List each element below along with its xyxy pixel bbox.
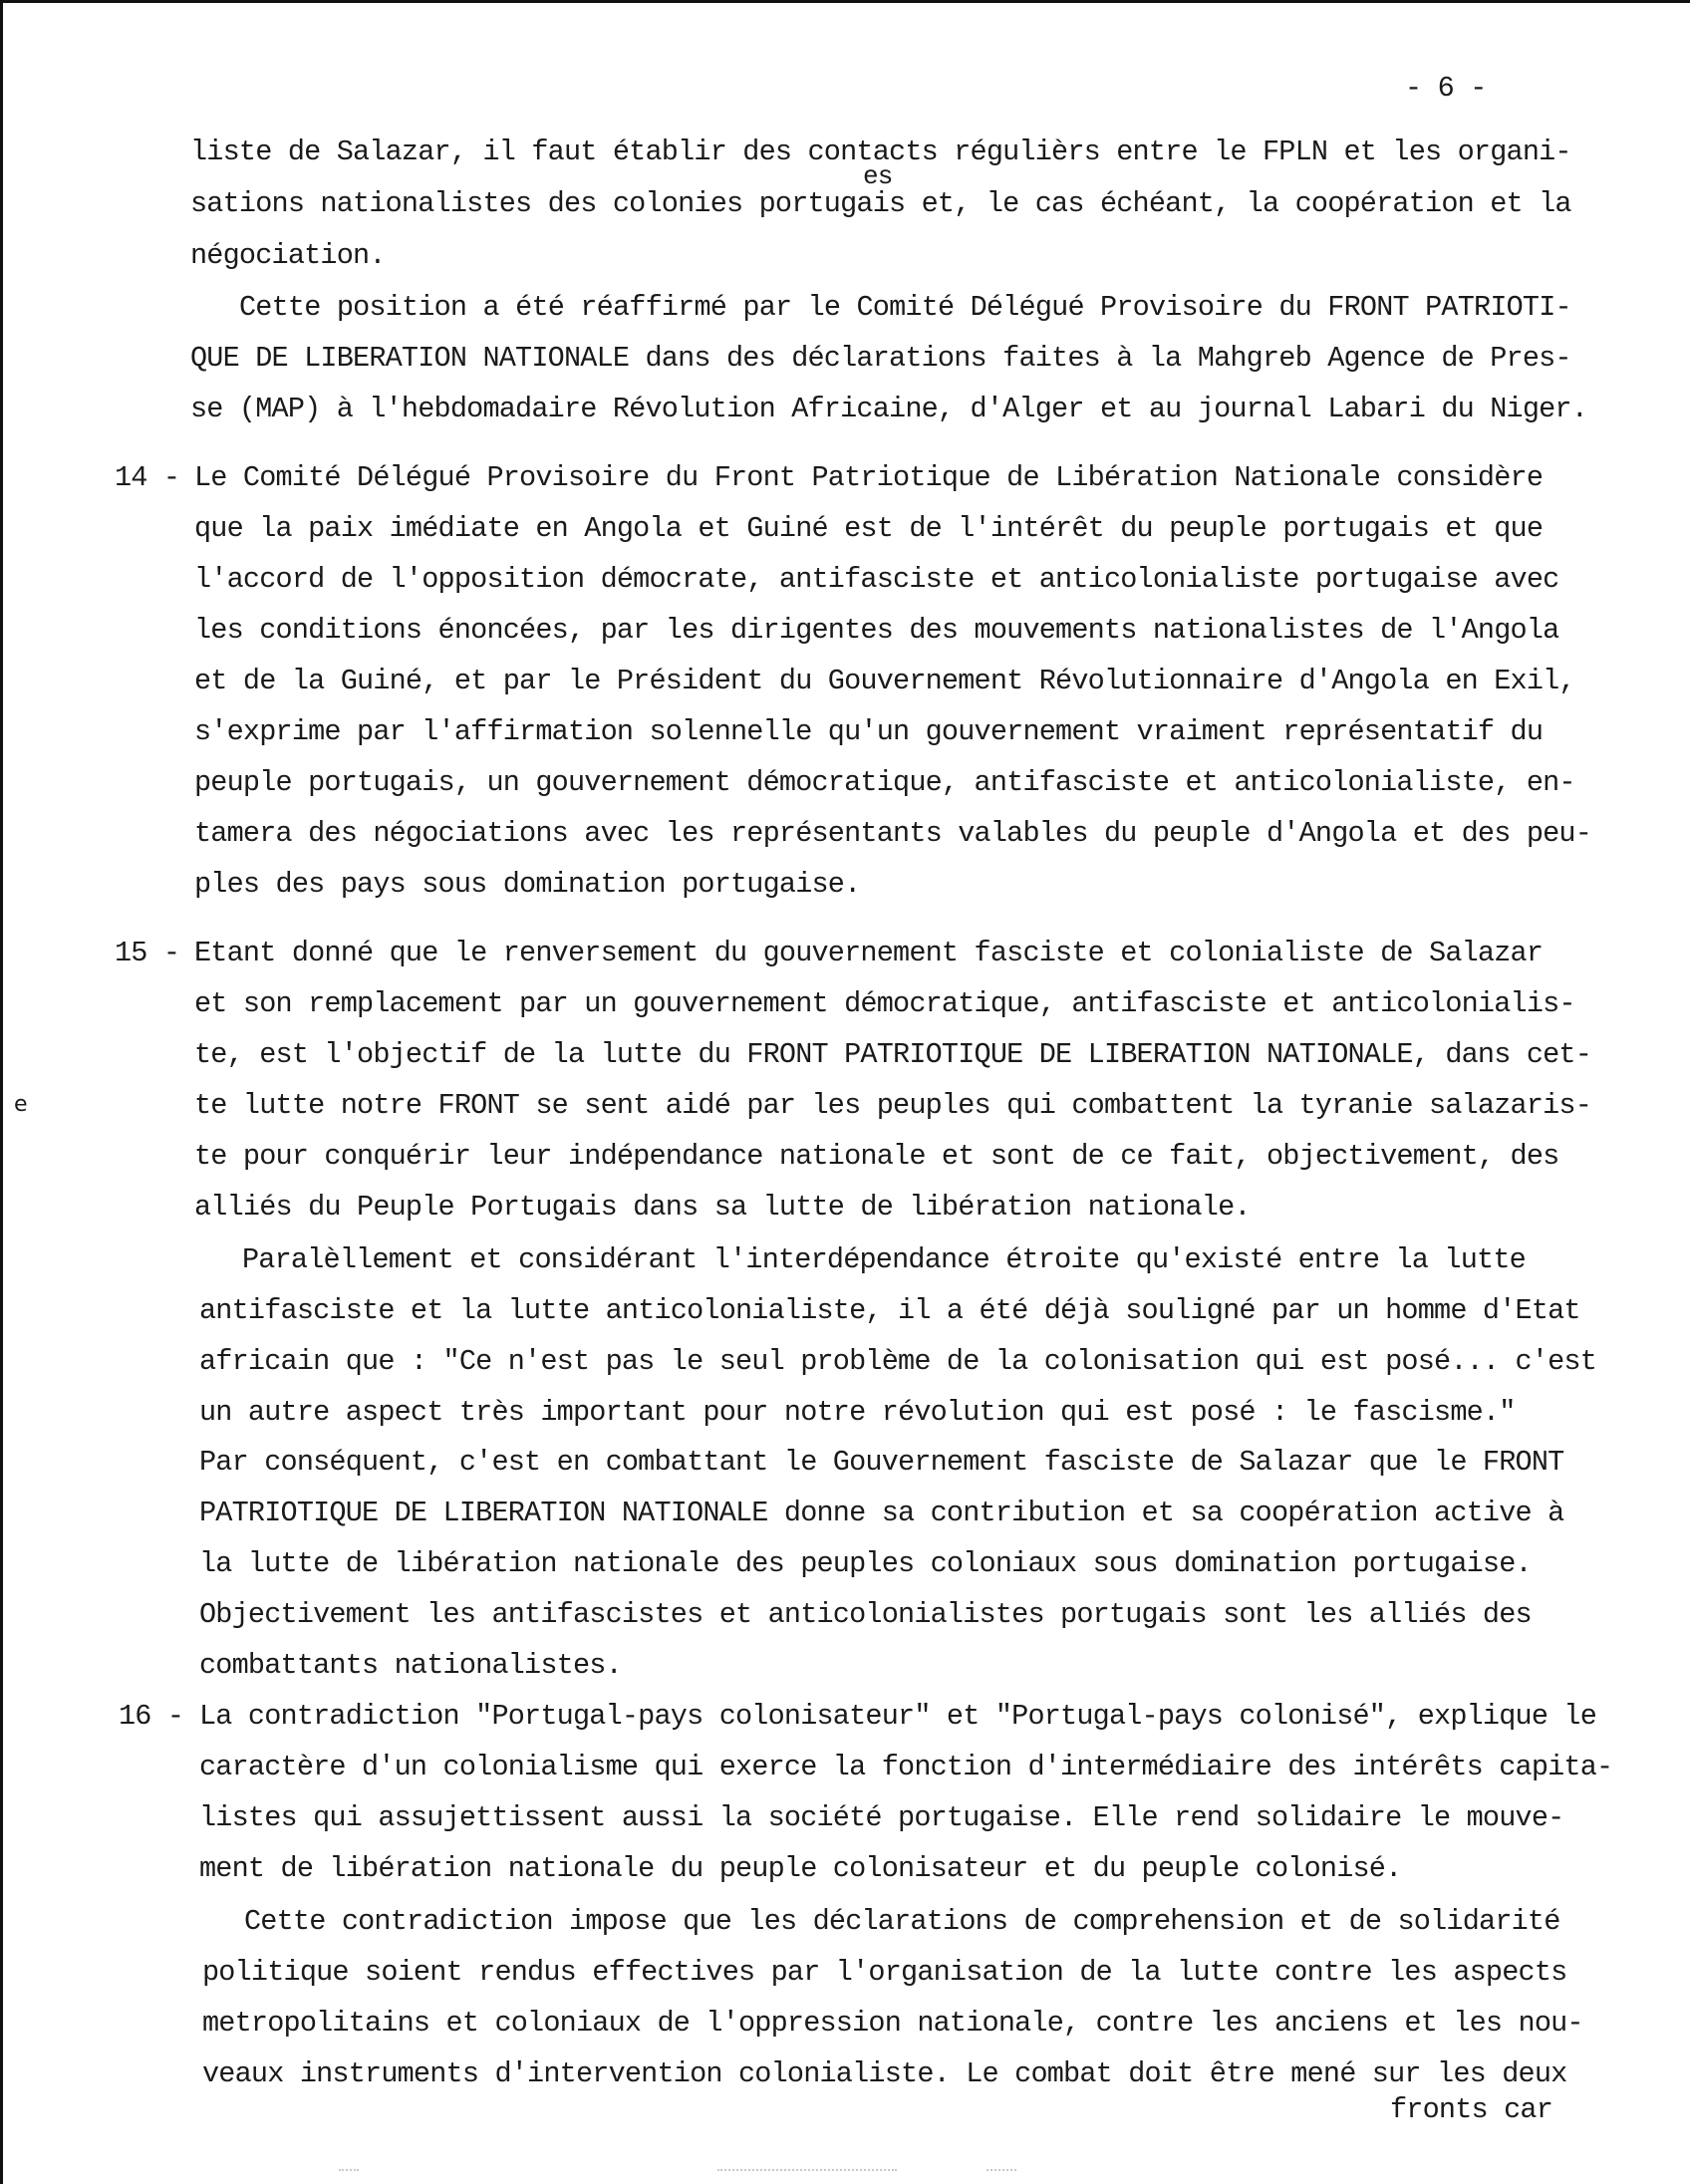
text-line: africain que : "Ce n'est pas le seul problème de la colonisation qui est posé... c'est [199,1345,1597,1378]
text-line: veaux instruments d'intervention colonialiste. Le combat doit être mené sur les deux [202,2057,1567,2090]
text-line: metropolitains et coloniaux de l'oppression nationale, contre les anciens et les nou- [202,2007,1583,2040]
text-line: négociation. [190,239,386,272]
text-line: Etant donné que le renversement du gouvernement fasciste et colonialiste de Salazar [194,937,1544,969]
scan-noise [339,2169,359,2173]
text-line: que la paix imédiate en Angola et Guiné est de l'intérêt du peuple portugais et que [194,512,1544,545]
point-number: 15 - [115,937,180,969]
scan-noise [717,2169,897,2173]
text-line: liste de Salazar, il faut établir des contacts régulièrs entre le FPLN et les organi- [190,136,1571,168]
text-line: politique soient rendus effectives par l'organisation de la lutte contre les aspects [202,1956,1567,1989]
text-line: listes qui assujettissent aussi la société portugaise. Elle rend solidaire le mouve- [199,1801,1564,1834]
point-number: 16 - [119,1700,184,1733]
text-line: et de la Guiné, et par le Président du Gouvernement Révolutionnaire d'Angola en Exil, [194,665,1575,697]
catchword: fronts car [1390,2093,1553,2126]
text-line: caractère d'un colonialisme qui exerce la fonction d'intermédiaire des intérêts capita- [199,1751,1613,1783]
text-line: la lutte de libération nationale des peuples coloniaux sous domination portugaise. [199,1547,1532,1580]
scan-border-left [0,0,3,2184]
handwritten-insertion: es [863,161,893,191]
text-line: PATRIOTIQUE DE LIBERATION NATIONALE donne sa contribution et sa coopération active à [199,1497,1564,1529]
text-line: et son remplacement par un gouvernement démocratique, antifasciste et anticolonialis- [194,987,1575,1020]
text-line: Par conséquent, c'est en combattant le Gouvernement fasciste de Salazar que le FRONT [199,1446,1564,1479]
text-line: peuple portugais, un gouvernement démocratique, antifasciste et anticolonialiste, en- [194,766,1575,799]
text-line: te pour conquérir leur indépendance nationale et sont de ce fait, objectivement, des [194,1140,1559,1173]
text-line: te, est l'objectif de la lutte du FRONT PATRIOTIQUE DE LIBERATION NATIONALE, dans cet- [194,1038,1592,1071]
text-line: les conditions énoncées, par les dirigentes des mouvements nationalistes de l'Angola [194,614,1559,647]
text-line: Objectivement les antifascistes et anticolonialistes portugais sont les alliés des [199,1598,1532,1631]
text-line: La contradiction "Portugal-pays colonisateur" et "Portugal-pays colonisé", explique le [199,1700,1597,1733]
text-line: te lutte notre FRONT se sent aidé par les peuples qui combattent la tyranie salazaris- [194,1089,1592,1122]
text-line: s'exprime par l'affirmation solennelle qu'un gouvernement vraiment représentatif du [194,715,1544,748]
text-line: se (MAP) à l'hebdomadaire Révolution Africaine, d'Alger et au journal Labari du Niger. [190,393,1588,425]
text-line: Cette position a été réaffirmé par le Comité Délégué Provisoire du FRONT PATRIOTI- [239,291,1571,324]
text-line: Le Comité Délégué Provisoire du Front Patriotique de Libération Nationale considère [194,461,1544,494]
text-line: Paralèllement et considérant l'interdépendance étroite qu'existé entre la lutte [242,1243,1526,1276]
text-line: ment de libération nationale du peuple colonisateur et du peuple colonisé. [199,1852,1402,1885]
text-line: l'accord de l'opposition démocrate, antifasciste et anticolonialiste portugaise avec [194,563,1559,596]
text-line: ples des pays sous domination portugaise. [194,868,861,901]
text-line: sations nationalistes des colonies portugais et, le cas échéant, la coopération et la [190,187,1571,220]
scan-border-top [0,0,1690,3]
text-line: alliés du Peuple Portugais dans sa lutte de libération nationale. [194,1191,1251,1224]
text-line: antifasciste et la lutte anticolonialiste, il a été déjà souligné par un homme d'Etat [199,1294,1580,1327]
text-line: QUE DE LIBERATION NATIONALE dans des déclarations faites à la Mahgreb Agence de Pres- [190,342,1571,375]
page-number: - 6 - [1405,72,1487,105]
text-line: tamera des négociations avec les représentants valables du peuple d'Angola et des peu- [194,817,1592,850]
text-line: Cette contradiction impose que les déclarations de comprehension et de solidarité [244,1905,1560,1938]
margin-mark: e [14,1092,27,1117]
text-line: combattants nationalistes. [199,1649,622,1682]
scan-noise [986,2169,1016,2173]
text-line: un autre aspect très important pour notre révolution qui est posé : le fascisme." [199,1396,1516,1429]
point-number: 14 - [115,461,180,494]
